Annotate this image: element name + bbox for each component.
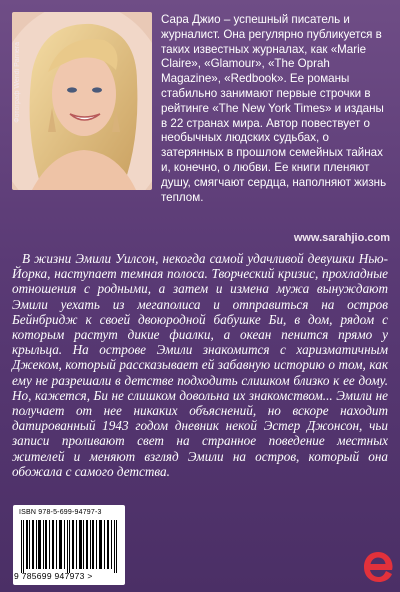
author-portrait-illustration xyxy=(12,12,152,190)
barcode-label xyxy=(13,505,125,585)
book-synopsis: В жизни Эмили Уилсон, некогда самой удачливой девушки Нью-Йорка, наступает темная полоса. Творческий кризис, прохладные отношения с родными, а затем и измена мужа вынуждают Эмили уехать из мегаполиса и отправиться на остров Бейнбридж к своей двоюродной бабушке Би, в дом, рядом с которым растут дикие фиалки, а океан пенится прямо у крыльца. На острове Эмили знакомится с харизматичным Джеком, который рассказывает ей забавную историю о том, как ему не разрешали в детстве подходить слишком близко к ее дому. Но, кажется, Би не слишком довольна их знакомством... Эмили не получает от нее никаких объяснений, но вскоре находит датированный 1943 годом дневник некой Эстер Джонсон, чьи записи проливают свет на странное поведение местных жителей и меняют взгляд Эмили на остров, который она обожала с самого детства. xyxy=(12,251,388,479)
barcode-graphic xyxy=(19,520,119,573)
author-website[interactable]: www.sarahjio.com xyxy=(293,232,390,244)
isbn-text: ISBN 978-5-699-94797-3 xyxy=(19,509,102,516)
author-bio: Сара Джио – успешный писатель и журналист. Она регулярно публикуется в таких известных журналах, как «Marie Claire», «Glamour», «The Oprah Magazine», «Redbook». Ее романы стабильно занимают первые строчки в рейтинге «The New York Times» и изданы в 22 странах мира. Автор повествует о необычных людских судьбах, о затерянных в прошлом семейных тайнах и, конечно, о любви. Ее книги пленяют душу, смягчают сердца, наполняют жизнь теплом. xyxy=(161,13,387,204)
author-photo xyxy=(12,12,152,190)
barcode-number: 9 785699 947973 > xyxy=(14,571,93,581)
publisher-logo-icon xyxy=(362,550,394,584)
photo-credit: Фотограф Wendi Parriera xyxy=(14,42,21,123)
